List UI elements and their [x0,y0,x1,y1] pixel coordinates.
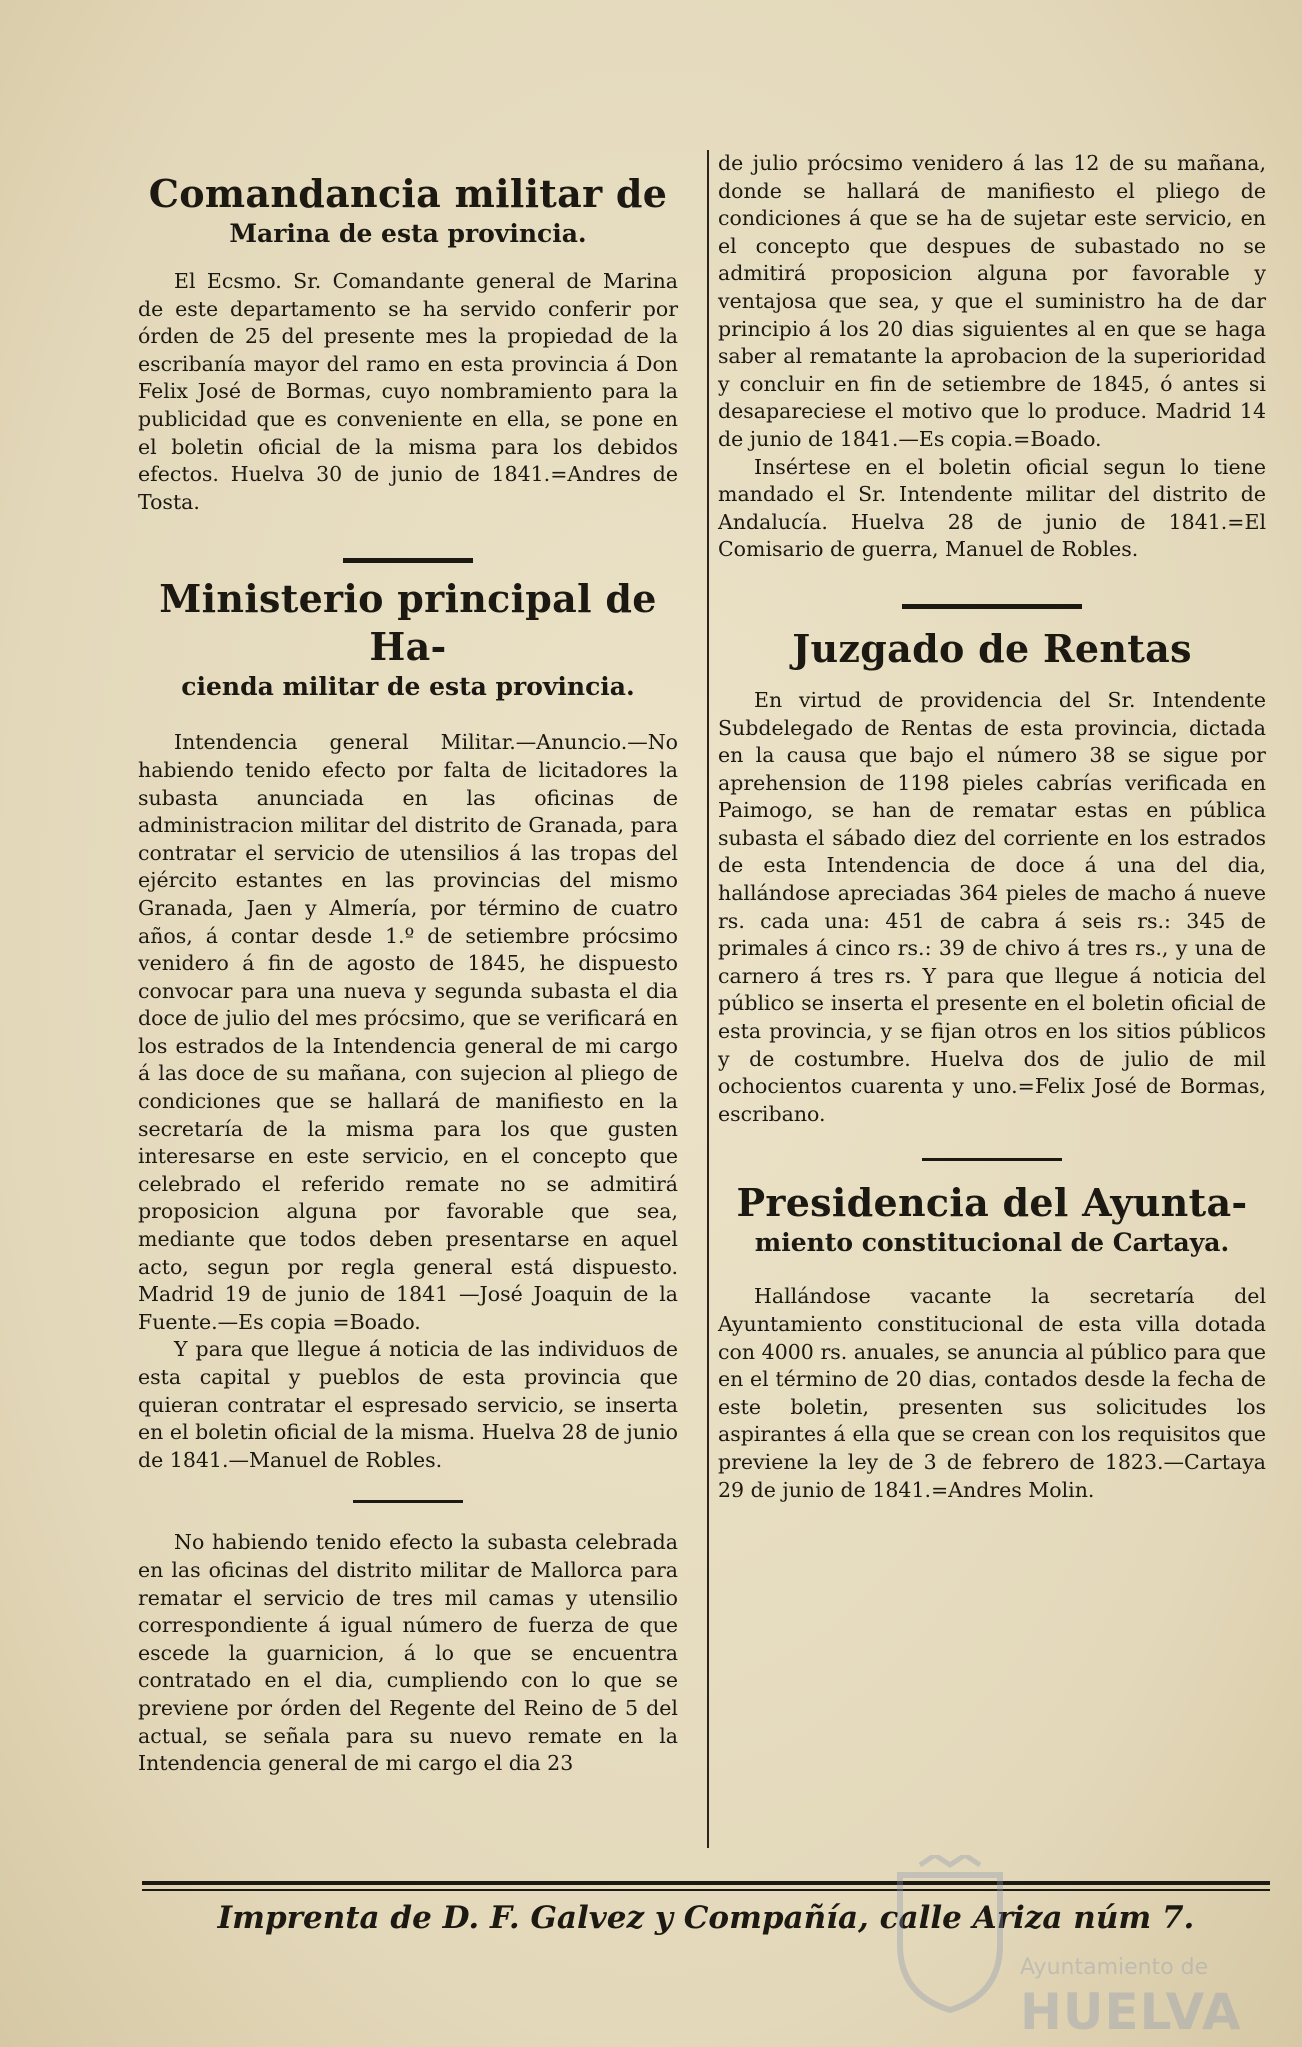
section-divider [922,1158,1062,1161]
section-body: El Ecsmo. Sr. Comandante general de Marina de este departamento se ha servido conferir por órden de 25 del presente mes la propiedad de la escribanía mayor del ramo en esta provincia á Don Felix José de Bormas, cuyo nombramiento para la publicidad que es conveniente en ella, se pone en el boletin oficial de la misma para los debidos efectos. Huelva 30 de junio de 1841.=Andres de Tosta. [138,269,678,514]
column-divider [707,150,709,1848]
section-continuation [718,150,1266,564]
printer-imprint: Imprenta de D. F. Galvez y Compañía, calle Ariza núm 7. [217,1900,1195,1936]
section-divider [902,604,1082,609]
section-mallorca-subasta [138,1529,678,1777]
watermark-text: Ayuntamiento de [1020,1955,1209,1980]
right-column [718,150,1266,1504]
section-divider [353,1500,463,1503]
watermark [870,1835,1300,2045]
section-ayuntamiento-cartaya [718,1179,1266,1504]
section-body: de julio prócsimo venidero á las 12 de su mañana, donde se hallará de manifiesto el pliego de condiciones á que se ha de sujetar este servicio, en el concepto que despues de subastado no se admitirá proposicion alguna por favorable y ventajosa que sea, y que el suministro ha de dar principio á los 20 dias siguientes al en que se haga saber al rematante la aprobacion de la superioridad y concluir en fin de setiembre de 1845, ó antes si desapareciese el motivo que lo produce. Madrid 14 de junio de 1841.—Es copia.=Boado. [718,151,1266,451]
left-column [138,150,678,1778]
section-body: Hallándose vacante la secretaría del Ayuntamiento constitucional de esta villa dotada con 4000 rs. anuales, se anuncia al público para que en el término de 20 dias, contados desde la fecha de este boletin, presenten sus solicitudes los aspirantes á ella que se crean con los requisitos que previene la ley de 3 de febrero de 1823.—Cartaya 29 de junio de 1841.=Andres Molin. [718,1284,1266,1502]
section-body: No habiendo tenido efecto la subasta celebrada en las oficinas del distrito militar de Mallorca para rematar el servicio de tres mil camas y utensilio correspondiente á igual número de fuerza de que escede la guarnicion, á lo que se encuentra contratado en el dia, cumpliendo con lo que se previene por órden del Regente del Reino de 5 del actual, se señala para su nuevo remate en la Intendencia general de mi cargo el dia 23 [138,1530,678,1776]
section-subheading: Marina de esta provincia. [229,219,587,248]
watermark-text: HUELVA [1020,1983,1242,2041]
section-subheading: miento constitucional de Cartaya. [754,1228,1230,1258]
section-heading: Ministerio principal de Ha- [159,576,657,670]
section-heading: Presidencia del Ayunta- [736,1180,1248,1226]
section-heading: Comandancia militar de [148,171,668,216]
section-juzgado-rentas [718,625,1266,1129]
section-heading: Juzgado de Rentas [792,625,1192,671]
section-body: Insértese en el boletin oficial segun lo tiene mandado el Sr. Intendente militar del distrito de Andalucía. Huelva 28 de junio de 1841.=El Comisario de guerra, Manuel de Robles. [718,454,1266,562]
section-body: Y para que llegue á noticia de las individuos de esta capital y pueblos de esta provincia que quieran contratar el espresado servicio, se inserta en el boletin oficial de la misma. Huelva 28 de junio de 1841.—Manuel de Robles. [138,1337,678,1472]
section-subheading: cienda militar de esta provincia. [181,672,635,702]
section-comandancia [138,170,678,516]
section-body: En virtud de providencia del Sr. Intendente Subdelegado de Rentas de esta provincia, dictada en la causa que bajo el número 38 se sigue por aprehension de 1198 pieles cabrías verificada en Paimogo, se han de rematar estas en pública subasta el sábado diez del corriente en los estrados de esta Intendencia de doce á una del dia, hallándose apreciadas 364 pieles de macho á nueve rs. cada una: 451 de cabra á seis rs.: 345 de primales á cinco rs.: 39 de chivo á tres rs., y una de carnero á tres rs. Y para que llegue á noticia del público se inserta el presente en el boletin oficial de esta provincia, y se fijan otros en los sitios públicos y de costumbre. Huelva dos de julio de mil ochocientos cuarenta y uno.=Felix José de Bormas, escribano. [718,687,1266,1126]
section-divider [343,558,473,563]
crest-icon [890,1855,1010,2015]
section-ministerio-hacienda [138,575,678,1474]
section-body: Intendencia general Militar.—Anuncio.—No habiendo tenido efecto por falta de licitadores la subasta anunciada en las oficinas de administracion militar del distrito de Granada, para contratar el servicio de utensilios á las tropas del ejército estantes en las provincias del mismo Granada, Jaen y Almería, por término de cuatro años, á contar desde 1.º de setiembre prócsimo venidero á fin de agosto de 1845, he dispuesto convocar para una nueva y segunda subasta el dia doce de julio del mes prócsimo, que se verificará en los estrados de la Intendencia general de mi cargo á las doce de su mañana, con sujecion al pliego de condiciones que se hallará de manifiesto en la secretaría de la misma para los que gusten interesarse en este servicio, en el concepto que celebrado el referido remate no se admitirá proposicion alguna por favorable que sea, mediante que todos deben presentarse en aquel acto, segun por regla general está dispuesto. Madrid 19 de junio de 1841 —José Joaquin de la Fuente.—Es copia =Boado. [138,730,678,1334]
